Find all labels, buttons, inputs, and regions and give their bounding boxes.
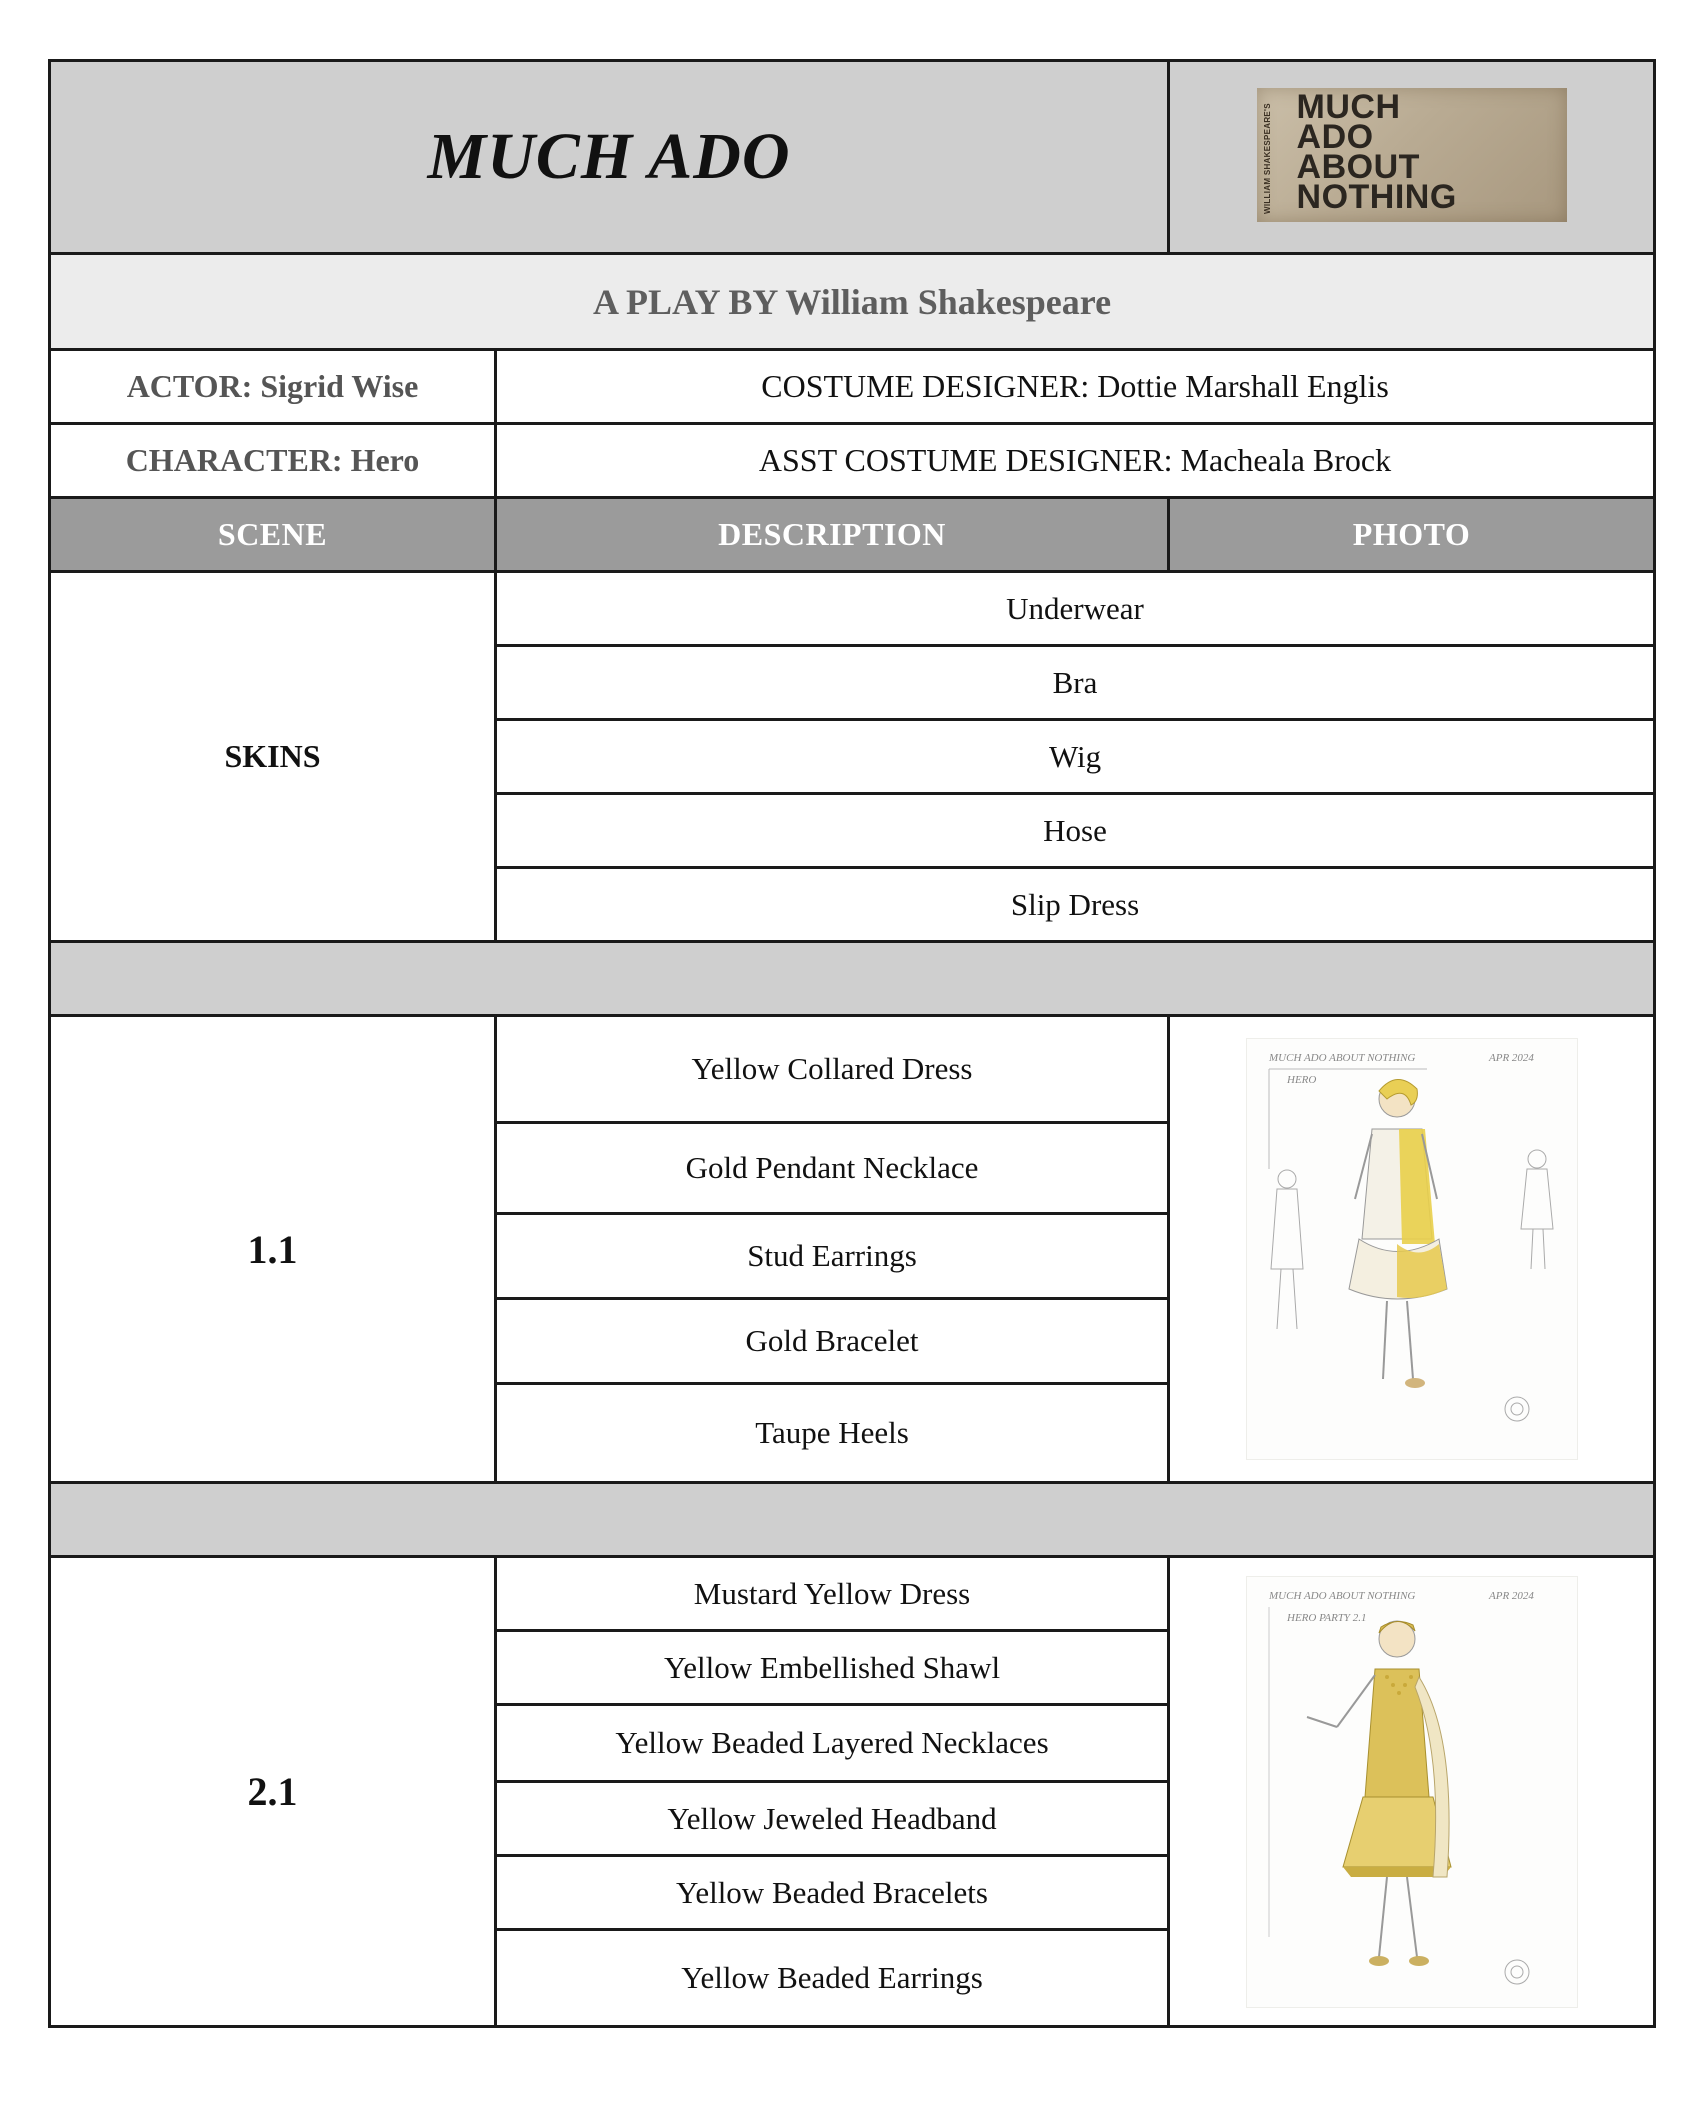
costume-designer: COSTUME DESIGNER: Dottie Marshall Englis xyxy=(496,350,1655,424)
column-header-scene: SCENE xyxy=(50,498,496,572)
sketch-date: APR 2024 xyxy=(1488,1052,1534,1064)
scene-2-1: 2.1 xyxy=(50,1557,496,2027)
actor-label: ACTOR: Sigrid Wise xyxy=(50,350,496,424)
costume-item: Mustard Yellow Dress xyxy=(496,1557,1169,1631)
costume-item: Yellow Jeweled Headband xyxy=(496,1782,1169,1856)
logo-side-text: WILLIAM SHAKESPEARE'S xyxy=(1262,102,1272,214)
character-label: CHARACTER: Hero xyxy=(50,424,496,498)
costume-item: Underwear xyxy=(496,572,1655,646)
costume-item: Taupe Heels xyxy=(496,1384,1169,1483)
sketch-date: APR 2024 xyxy=(1488,1589,1534,1602)
costume-item: Yellow Beaded Layered Necklaces xyxy=(496,1705,1169,1782)
column-header-photo: PHOTO xyxy=(1169,498,1655,572)
show-logo-image xyxy=(1257,88,1567,222)
costume-item: Yellow Beaded Earrings xyxy=(496,1930,1169,2027)
costume-item: Gold Pendant Necklace xyxy=(496,1123,1169,1214)
sketch-caption: MUCH ADO ABOUT NOTHING xyxy=(1268,1589,1415,1602)
logo-cell xyxy=(1169,61,1655,254)
photo-cell-2-1 xyxy=(1169,1557,1655,2027)
logo-words xyxy=(1296,87,1457,216)
costume-item: Yellow Embellished Shawl xyxy=(496,1631,1169,1705)
costume-sketch-1-1 xyxy=(1246,1038,1578,1460)
costume-plot-sheet xyxy=(48,59,1653,2028)
section-divider xyxy=(50,942,1655,1016)
logo-line: ABOUT xyxy=(1296,147,1420,186)
column-header-description: DESCRIPTION xyxy=(496,498,1169,572)
asst-costume-designer: ASST COSTUME DESIGNER: Macheala Brock xyxy=(496,424,1655,498)
photo-cell-1-1 xyxy=(1169,1016,1655,1483)
costume-item: Stud Earrings xyxy=(496,1214,1169,1299)
subtitle-cell xyxy=(50,254,1655,350)
sketch-note: HERO xyxy=(1286,1074,1316,1086)
scene-1-1: 1.1 xyxy=(50,1016,496,1483)
costume-item: Gold Bracelet xyxy=(496,1299,1169,1384)
costume-item: Wig xyxy=(496,720,1655,794)
logo-line: ADO xyxy=(1296,117,1374,156)
scene-skins: SKINS xyxy=(50,572,496,942)
costume-item: Yellow Collared Dress xyxy=(496,1016,1169,1123)
logo-line: NOTHING xyxy=(1296,177,1457,216)
sketch-caption: MUCH ADO ABOUT NOTHING xyxy=(1268,1052,1415,1064)
costume-item: Hose xyxy=(496,794,1655,868)
costume-item: Slip Dress xyxy=(496,868,1655,942)
costume-item: Bra xyxy=(496,646,1655,720)
title-cell xyxy=(50,61,1169,254)
costume-item: Yellow Beaded Bracelets xyxy=(496,1856,1169,1930)
subtitle: A PLAY BY William Shakespeare xyxy=(592,281,1112,322)
page-title: MUCH ADO xyxy=(427,120,791,193)
costume-sketch-2-1 xyxy=(1246,1576,1578,2008)
section-divider xyxy=(50,1483,1655,1557)
sketch-note: HERO PARTY 2.1 xyxy=(1286,1611,1367,1624)
costume-plot-table xyxy=(48,59,1656,2028)
logo-line: MUCH xyxy=(1296,87,1401,126)
